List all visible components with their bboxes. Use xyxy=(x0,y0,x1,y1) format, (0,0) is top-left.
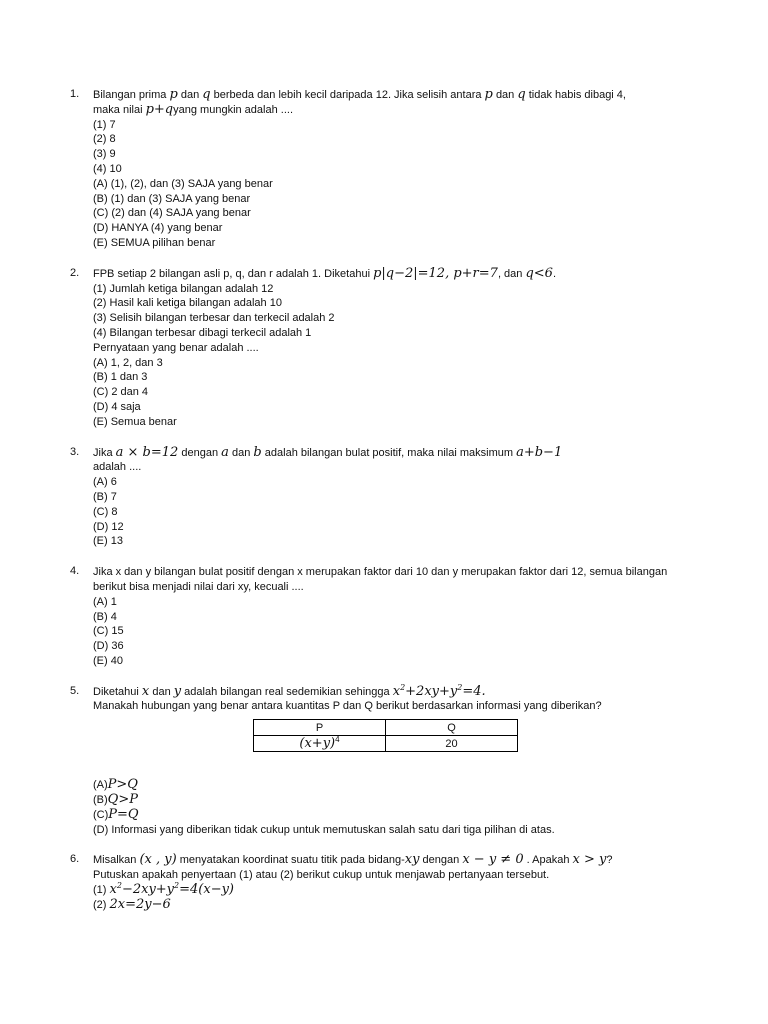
math-expression: p|q−2|=12, p+r=7 xyxy=(373,265,498,281)
superscript: 2 xyxy=(457,682,463,692)
superscript: 2 xyxy=(116,881,122,891)
stem-text: menyatakan koordinat suatu titik pada bidang- xyxy=(179,854,405,867)
question-4 xyxy=(70,565,690,669)
superscript: 2 xyxy=(400,682,406,692)
question-6 xyxy=(70,853,690,912)
option: (C) 8 xyxy=(93,505,118,518)
table-header-p: P xyxy=(254,720,386,736)
option: (B) 7 xyxy=(93,490,117,503)
question-prompt: Pernyataan yang benar adalah .... xyxy=(93,341,259,354)
superscript: 2 xyxy=(174,881,180,891)
math-var: b xyxy=(253,444,262,460)
stem-text: yang mungkin adalah .... xyxy=(173,103,293,116)
math-var: y xyxy=(173,683,182,699)
math-part: x xyxy=(109,882,117,898)
option: (D) 12 xyxy=(93,520,124,533)
stem-text: dan xyxy=(180,89,200,101)
option: (E) 13 xyxy=(93,535,123,548)
comparison-table xyxy=(253,719,518,752)
stem-text: adalah bilangan bulat positif, maka nilai maksimum xyxy=(264,446,514,459)
document-body xyxy=(70,88,690,929)
question-stem xyxy=(93,88,690,103)
question-2 xyxy=(70,267,690,430)
option: (C) 2 dan 4 xyxy=(93,386,149,399)
question-number: 3. xyxy=(70,445,80,458)
stem-text: ? xyxy=(606,854,613,867)
question-stem xyxy=(93,446,690,461)
math-part: x xyxy=(392,683,401,699)
option: (2) 8 xyxy=(93,133,116,146)
math-expression: x > y xyxy=(572,852,607,868)
question-5 xyxy=(70,682,690,838)
option-label: (C) xyxy=(93,808,109,821)
stem-text: dengan xyxy=(422,854,460,867)
option: (A) 6 xyxy=(93,476,117,489)
table-cell-p xyxy=(254,736,386,752)
table-cell-q: 20 xyxy=(386,736,518,752)
option: (1) Jumlah ketiga bilangan adalah 12 xyxy=(93,282,274,295)
stem-text: tidak habis dibagi 4, xyxy=(528,89,626,101)
question-number: 6. xyxy=(70,853,80,866)
stem-text: dan xyxy=(495,89,515,101)
option: (4) 10 xyxy=(93,162,122,175)
option-label: (A) xyxy=(93,779,108,792)
math-expression xyxy=(393,684,486,699)
table-row xyxy=(254,736,518,752)
stem-text: Jika xyxy=(93,446,113,459)
math-expression: (x , y) xyxy=(139,852,177,868)
question-stem xyxy=(93,853,690,868)
math-part: +2xy+y xyxy=(405,683,458,699)
math-var: a xyxy=(221,444,229,460)
stem-text: adalah bilangan real sedemikian sehingga xyxy=(184,685,390,698)
option: (D) 36 xyxy=(93,640,124,653)
statement-1 xyxy=(93,883,690,898)
math-expression: (x+y) xyxy=(299,736,336,752)
math-var: q xyxy=(202,87,211,102)
math-expression: Q>P xyxy=(107,792,138,808)
question-stem-cont: Putuskan apakah penyertaan (1) atau (2) berikut cukup untuk menjawab pertanyaan tersebut. xyxy=(93,869,550,882)
question-stem-cont: adalah .... xyxy=(93,461,142,474)
option: (3) Selisih bilangan terbesar dan terkecil adalah 2 xyxy=(93,312,335,325)
question-number: 2. xyxy=(70,266,80,279)
option: (2) Hasil kali ketiga bilangan adalah 10 xyxy=(93,297,282,310)
statement-2 xyxy=(93,898,690,913)
option xyxy=(93,793,690,808)
math-expression xyxy=(110,882,235,897)
question-stem-cont xyxy=(93,103,690,118)
math-var: p xyxy=(169,87,178,102)
stem-text: dan xyxy=(231,446,251,459)
option: (E) 40 xyxy=(93,654,123,667)
option: (A) (1), (2), dan (3) SAJA yang benar xyxy=(93,177,273,190)
math-part: =4(x−y) xyxy=(179,882,235,898)
option: (A) 1, 2, dan 3 xyxy=(93,356,163,369)
option: (E) Semua benar xyxy=(93,415,177,428)
question-stem: Jika x dan y bilangan bulat positif dengan x merupakan faktor dari 10 dan y merupakan faktor dari 12, semua bilangan berikut bisa menjadi nilai dari xy, kecuali .... xyxy=(93,566,668,593)
superscript: 4 xyxy=(335,735,340,745)
math-var: x xyxy=(141,683,150,699)
option: (E) SEMUA pilihan benar xyxy=(93,236,216,249)
stem-text: . xyxy=(552,267,557,280)
math-expression: x − y ≠ 0 xyxy=(462,852,524,868)
option: (C) (2) dan (4) SAJA yang benar xyxy=(93,207,251,220)
stem-text: Misalkan xyxy=(93,854,137,867)
question-number: 4. xyxy=(70,565,80,578)
option: (B) 4 xyxy=(93,610,117,623)
stem-text: dan xyxy=(152,685,171,698)
math-var: p xyxy=(484,87,493,102)
question-stem xyxy=(93,267,690,282)
table-header-row xyxy=(254,720,518,736)
option: (B) (1) dan (3) SAJA yang benar xyxy=(93,192,251,205)
stem-text: dengan xyxy=(181,446,219,459)
option: (4) Bilangan terbesar dibagi terkecil adalah 1 xyxy=(93,326,312,339)
math-expression: q<6 xyxy=(525,265,553,281)
math-expression: a × b=12 xyxy=(115,444,179,460)
question-stem-cont: Manakah hubungan yang benar antara kuantitas P dan Q berikut berdasarkan informasi yang diberikan? xyxy=(93,700,602,713)
math-var: q xyxy=(517,87,526,102)
math-expression: 2x=2y−6 xyxy=(109,896,171,912)
math-expression: p+q xyxy=(145,101,174,117)
math-part: =4. xyxy=(462,683,486,699)
option: (1) 7 xyxy=(93,118,116,131)
stem-text: Bilangan prima xyxy=(93,89,167,101)
stem-text: FPB setiap 2 bilangan asli p, q, dan r adalah 1. Diketahui xyxy=(93,267,371,280)
statement-label: (1) xyxy=(93,884,107,897)
option xyxy=(93,808,690,823)
option: (A) 1 xyxy=(93,595,117,608)
stem-text: Diketahui xyxy=(93,685,139,698)
stem-text: maka nilai xyxy=(93,103,143,116)
math-expression: P=Q xyxy=(108,806,139,822)
option: (3) 9 xyxy=(93,148,116,161)
option: (D) 4 saja xyxy=(93,400,141,413)
question-stem xyxy=(93,682,690,700)
question-number: 1. xyxy=(70,88,80,100)
stem-text: . Apakah xyxy=(526,854,570,867)
option: (C) 15 xyxy=(93,625,124,638)
option: (D) Informasi yang diberikan tidak cukup untuk memutuskan salah satu dari tiga pilihan di atas. xyxy=(93,823,555,836)
question-1 xyxy=(70,88,690,251)
option: (B) 1 dan 3 xyxy=(93,371,148,384)
stem-text: , dan xyxy=(497,267,523,280)
question-3 xyxy=(70,446,690,550)
math-part: −2xy+y xyxy=(121,882,175,898)
statement-label: (2) xyxy=(93,898,107,911)
stem-text: berbeda dan lebih kecil daripada 12. Jika selisih antara xyxy=(213,89,482,101)
math-expression: P>Q xyxy=(107,777,138,793)
math-var: xy xyxy=(404,852,420,868)
option-label: (B) xyxy=(93,794,108,807)
question-number: 5. xyxy=(70,684,80,697)
option: (D) HANYA (4) yang benar xyxy=(93,222,223,235)
math-expression: a+b−1 xyxy=(516,444,563,460)
table-header-q: Q xyxy=(386,720,518,736)
option xyxy=(93,778,690,793)
